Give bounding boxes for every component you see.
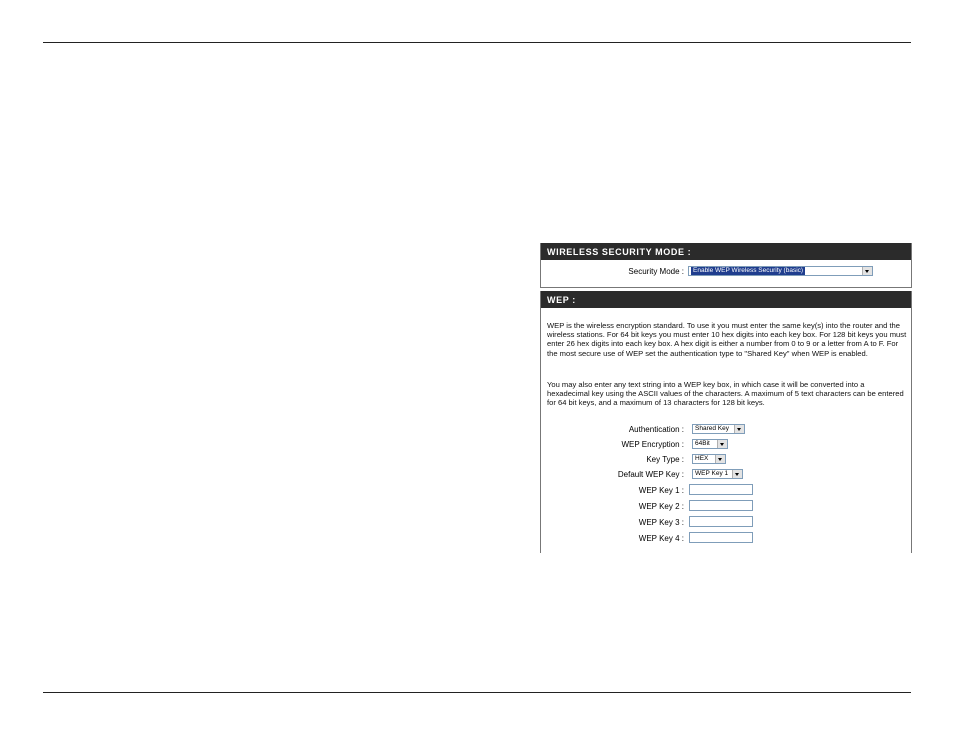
- wep-key-2-label: WEP Key 2 :: [638, 502, 684, 511]
- key-type-select[interactable]: [692, 454, 726, 464]
- wep-header: WEP :: [541, 291, 911, 308]
- wep-key-1-label: WEP Key 1 :: [638, 486, 684, 495]
- wep-description: WEP is the wireless encryption standard. To use it you must enter the same key(s) into the router and the wireless stations. For 64 bit keys you must enter 10 hex digits into each key box. For 128 bit keys you must enter 26 hex digits into each key box. A hex digit is either a number from 0 to 9 or a letter from A to F. For the most secure use of WEP set the authentication type to "Shared Key" when WEP is enabled.: [547, 321, 907, 358]
- security-mode-select[interactable]: [688, 266, 873, 276]
- wireless-security-mode-header: WIRELESS SECURITY MODE :: [541, 243, 911, 260]
- security-mode-label: Security Mode :: [628, 267, 684, 276]
- authentication-value: Shared Key: [695, 425, 729, 432]
- default-wep-key-label: Default WEP Key :: [617, 470, 684, 479]
- chevron-down-icon: [734, 425, 744, 433]
- chevron-down-icon: [732, 470, 742, 478]
- chevron-down-icon: [715, 455, 725, 463]
- key-type-label: Key Type :: [646, 455, 684, 464]
- top-divider: [43, 42, 911, 43]
- wep-panel: [540, 291, 912, 553]
- wep-encryption-label: WEP Encryption :: [621, 440, 684, 449]
- wep-encryption-select[interactable]: [692, 439, 728, 449]
- wep-text-key-description: You may also enter any text string into a WEP key box, in which case it will be converted into a hexadecimal key using the ASCII values of the characters. A maximum of 5 text characters can be entered for 64 bit keys, and a maximum of 13 characters for 128 bit keys.: [547, 380, 904, 408]
- wep-key-3-label: WEP Key 3 :: [638, 518, 684, 527]
- wep-key-1-input[interactable]: [689, 484, 753, 495]
- chevron-down-icon: [717, 440, 727, 448]
- default-wep-key-value: WEP Key 1: [695, 470, 729, 477]
- bottom-divider: [43, 692, 911, 693]
- wireless-security-mode-panel: [540, 243, 912, 288]
- authentication-select[interactable]: [692, 424, 745, 434]
- wep-key-2-input[interactable]: [689, 500, 753, 511]
- wep-key-4-label: WEP Key 4 :: [638, 534, 684, 543]
- chevron-down-icon: [862, 267, 872, 275]
- security-mode-value: Enable WEP Wireless Security (basic): [693, 267, 804, 274]
- key-type-value: HEX: [695, 455, 709, 462]
- default-wep-key-select[interactable]: [692, 469, 743, 479]
- wep-encryption-value: 64Bit: [695, 440, 710, 447]
- wep-key-3-input[interactable]: [689, 516, 753, 527]
- wep-key-4-input[interactable]: [689, 532, 753, 543]
- authentication-label: Authentication :: [628, 425, 684, 434]
